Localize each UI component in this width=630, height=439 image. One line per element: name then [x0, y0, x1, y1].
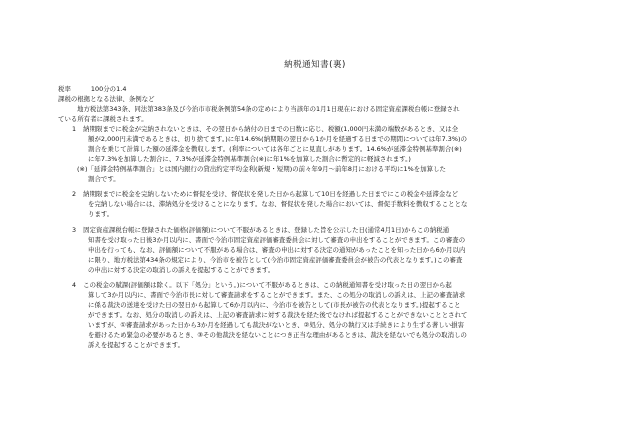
item-number: 3: [72, 226, 77, 234]
item-line: に係る裁決の送達を受けた日の翌日から起算して6か月以内に、今治市を被告として(市長が被告の代表となります。)提起すること: [88, 301, 461, 309]
item-line: 算して3か月以内に、書面で今治市長に対して審査請求をすることができます。また、この処分の取消しの訴えは、上記の審査請求: [88, 291, 466, 299]
item-line: に限り、地方税法第434条の規定により、今治市を被告として(今治市固定資産評価審査委員会が被告の代表となります。)この審査: [88, 256, 463, 264]
legal-basis-heading: 課税の根拠となる法律、条例など: [58, 95, 155, 103]
item-line: を避けるため緊急の必要があるとき、③その他裁決を経ないことにつき正当な理由があるときは、裁決を経ないでも処分の取消しの: [88, 331, 467, 339]
item-number: 2: [72, 190, 77, 198]
item-line: 額が2,000円未満であるときは、切り捨てます。)に年14.6%(納期限の翌日から1か月を経過する日までの期間については年7.3%)の: [88, 135, 468, 143]
item-line: いますが、①審査請求があった日から3か月を経過しても裁決がないとき、②処分、処分の執行又は手続きにより生ずる著しい損害: [88, 321, 465, 329]
document-title: 納税通知書(裏): [284, 60, 346, 70]
item-line: 割合を乗じて計算した額の延滞金を徴収します。(利率については各年ごとに見直しがあります。14.6%が延滞金特例基準割合(※): [88, 145, 462, 153]
tax-rate-row: [58, 84, 126, 94]
item-number: 1: [72, 125, 77, 133]
item-line: (※)「延滞金特例基準割合」とは国内銀行の貸出約定平均金利(新規・短期)の前々年9月〜前年8月における平均に1%を加算した: [77, 165, 446, 173]
intro-line: 地方税法第343条、同法第383条及び今治市市税条例第54条の定めにより当該年の1月1日現在における固定資産課税台帳に登録され: [77, 105, 460, 113]
intro-line: ている所有者に課税されます。: [58, 115, 148, 123]
item-line: 割合です。: [88, 175, 120, 183]
item-line: 訴えを提起することができます。: [88, 341, 185, 349]
item-number: 4: [72, 281, 77, 289]
item-line: を完納しない場合には、滞納処分を受けることになります。なお、督促状を発した場合においては、督促手数料を徴収することとな: [88, 200, 468, 208]
item-line: 納期限までに税金が完納されないときは、その翌日から納付の日までの日数に応じ、税額(1,000円未満の端数があるとき、又は全: [83, 125, 459, 133]
item-line: の申出に対する決定の取消しの訴えを提起することができます。: [88, 266, 275, 274]
item-line: 知書を受け取った日後3か月以内に、書面で今治市固定資産評価審査委員会に対して審査の申出をすることができます。この審査の: [88, 236, 466, 244]
item-3-first-line: [72, 225, 449, 235]
tax-rate-value: 100分の1.4: [90, 85, 127, 93]
item-line: 固定資産課税台帳に登録された価格(評価額)について不服があるときは、登録した旨を公示した日(通常4月1日)からこの納税通: [83, 226, 450, 234]
item-2-first-line: [72, 189, 458, 199]
item-1-first-line: [72, 124, 458, 134]
item-line: 申出を行っても、なお、評価額について不服がある場合は、審査の申出に対する決定の通知があったことを知った日から6か月以内: [88, 246, 466, 254]
item-4-first-line: [72, 280, 452, 290]
item-line: ができます。なお、処分の取消しの訴えは、上記の審査請求に対する裁決を経た後でなければ提起することができないこととされて: [88, 311, 468, 319]
item-line: ります。: [88, 210, 114, 218]
item-line: 納期限までに税金を完納しないために督促を受け、督促状を発した日から起算して10日を経過した日までにこの税金や延滞金など: [83, 190, 459, 198]
item-line: この税金の賦課(評価額は除く。以下「処分」という。)について不服があるときは、この納税通知書を受け取った日の翌日から起: [83, 281, 452, 289]
tax-rate-label: 税率: [58, 85, 71, 93]
item-line: に年7.3%を加算した割合に、7.3%が延滞金特例基準割合(※)に年1%を加算した割合に暫定的に軽減されます。): [88, 155, 411, 163]
